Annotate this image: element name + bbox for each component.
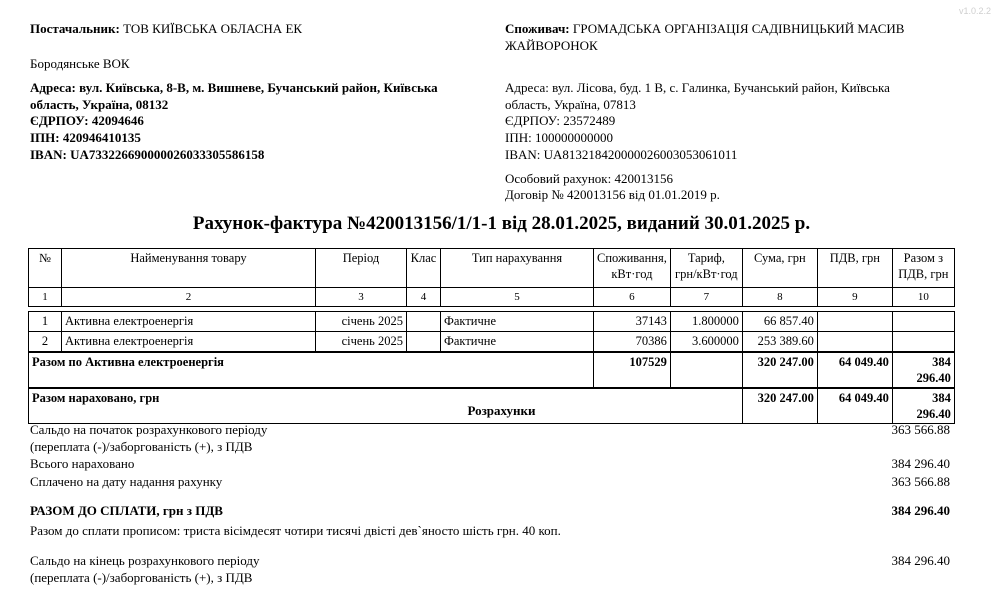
column-number: 6 xyxy=(594,288,671,307)
subtotal-total: 384 296.40 xyxy=(892,352,954,388)
amount-due-in-words: Разом до сплати прописом: триста вісімдесят чотири тисячі двісті дев`яносто шість грн. 40 коп. xyxy=(30,523,561,538)
consumer-address-line-2: область, Україна, 07813 xyxy=(505,97,636,112)
header-no: № xyxy=(29,249,62,288)
row-period: січень 2025 xyxy=(316,312,407,332)
header-period: Період xyxy=(316,249,407,288)
paid-amount xyxy=(30,473,950,490)
closing-balance-label-1: Сальдо на кінець розрахункового періоду xyxy=(30,553,260,568)
column-number: 1 xyxy=(29,288,62,307)
amount-due xyxy=(30,502,950,519)
subtotal-row xyxy=(29,352,955,388)
paid-amount-label: Сплачено на дату надання рахунку xyxy=(30,474,223,489)
supplier-address-line-1: Адреса: вул. Київська, 8-В, м. Вишневе, Бучанський район, Київська xyxy=(30,80,438,95)
header-amount: Сума, грн xyxy=(742,249,817,288)
total-accrued-value: 384 296.40 xyxy=(891,456,950,471)
header-total-line-1: Разом з xyxy=(903,251,944,265)
version-watermark: v1.0.2.2 xyxy=(958,6,991,16)
header-consumption-line-2: кВт·год xyxy=(611,267,653,281)
table-row xyxy=(29,332,955,353)
row-name: Активна електроенергія xyxy=(62,312,316,332)
row-amount: 253 389.60 xyxy=(742,332,817,353)
row-tariff: 1.800000 xyxy=(670,312,742,332)
subtotal-consumption: 107529 xyxy=(594,352,671,388)
column-number: 2 xyxy=(62,288,316,307)
consumer-name-line-2: ЖАЙВОРОНОК xyxy=(505,38,598,53)
grand-total-label: Разом нараховано, грн xyxy=(29,388,743,424)
supplier-address-line-2: область, Україна, 08132 xyxy=(30,97,169,112)
row-class xyxy=(407,332,441,353)
column-number: 10 xyxy=(892,288,954,307)
header-consumption xyxy=(594,249,671,288)
consumer-edrpou: ЄДРПОУ: 23572489 xyxy=(505,113,616,128)
row-type: Фактичне xyxy=(441,332,594,353)
row-no: 1 xyxy=(29,312,62,332)
invoice-table xyxy=(28,248,955,424)
supplier-iban: IBAN: UA733226690000026033305586158 xyxy=(30,147,265,162)
closing-balance-label-2: (переплата (-)/заборгованість (+), з ПДВ xyxy=(30,570,253,585)
header-class: Клас xyxy=(407,249,441,288)
closing-balance-value: 384 296.40 xyxy=(891,553,950,568)
opening-balance-label-1: Сальдо на початок розрахункового періоду xyxy=(30,422,268,437)
grand-total-vat: 64 049.40 xyxy=(817,388,892,424)
opening-balance-value: 363 566.88 xyxy=(891,422,950,437)
settlements-title: Розрахунки xyxy=(467,403,536,418)
total-accrued-label: Всього нараховано xyxy=(30,456,135,471)
table-row xyxy=(29,312,955,332)
row-consumption: 70386 xyxy=(594,332,671,353)
header-tariff xyxy=(670,249,742,288)
column-number: 5 xyxy=(441,288,594,307)
subtotal-label: Разом по Активна електроенергія xyxy=(29,352,594,388)
supplier-branch: Бородянське ВОК xyxy=(30,56,130,71)
supplier-label: Постачальник: xyxy=(30,21,120,36)
closing-balance xyxy=(30,552,950,586)
subtotal-amount: 320 247.00 xyxy=(742,352,817,388)
row-type: Фактичне xyxy=(441,312,594,332)
consumer-ipn: ІПН: 100000000000 xyxy=(505,130,613,145)
paid-amount-value: 363 566.88 xyxy=(891,474,950,489)
table-header-row xyxy=(29,249,955,288)
grand-total-total: 384 296.40 xyxy=(892,388,954,424)
column-number: 3 xyxy=(316,288,407,307)
supplier-name: ТОВ КИЇВСЬКА ОБЛАСНА ЕК xyxy=(123,21,303,36)
row-total xyxy=(892,312,954,332)
subtotal-vat: 64 049.40 xyxy=(817,352,892,388)
invoice-title: Рахунок-фактура №420013156/1/1-1 від 28.01.2025, виданий 30.01.2025 р. xyxy=(192,213,811,234)
header-total xyxy=(892,249,954,288)
grand-total-amount: 320 247.00 xyxy=(742,388,817,424)
header-tariff-line-2: грн/кВт·год xyxy=(675,267,738,281)
header-type: Тип нарахування xyxy=(441,249,594,288)
row-tariff: 3.600000 xyxy=(670,332,742,353)
header-vat: ПДВ, грн xyxy=(817,249,892,288)
consumer-name: ГРОМАДСЬКА ОРГАНІЗАЦІЯ САДІВНИЦЬКИЙ МАСИВ xyxy=(572,21,905,36)
header-consumption-line-1: Споживання, xyxy=(597,251,667,265)
supplier-name-line xyxy=(30,20,302,37)
consumer-iban: IBAN: UA813218420000026003053061011 xyxy=(505,147,738,162)
consumer-label: Споживач: xyxy=(505,21,570,36)
column-number: 8 xyxy=(742,288,817,307)
amount-due-label: РАЗОМ ДО СПЛАТИ, грн з ПДВ xyxy=(30,503,223,518)
header-name: Найменування товару xyxy=(62,249,316,288)
row-name: Активна електроенергія xyxy=(62,332,316,353)
column-number: 4 xyxy=(407,288,441,307)
row-no: 2 xyxy=(29,332,62,353)
opening-balance-label-2: (переплата (-)/заборгованість (+), з ПДВ xyxy=(30,439,253,454)
row-class xyxy=(407,312,441,332)
header-total-line-2: ПДВ, грн xyxy=(898,267,949,281)
row-period: січень 2025 xyxy=(316,332,407,353)
row-vat xyxy=(817,312,892,332)
row-consumption: 37143 xyxy=(594,312,671,332)
row-vat xyxy=(817,332,892,353)
consumer-account: Особовий рахунок: 420013156 xyxy=(505,171,673,186)
supplier-edrpou: ЄДРПОУ: 42094646 xyxy=(30,113,144,128)
header-tariff-line-1: Тариф, xyxy=(687,251,725,265)
row-total xyxy=(892,332,954,353)
consumer-address-line-1: Адреса: вул. Лісова, буд. 1 В, с. Галинка, Бучанський район, Київська xyxy=(505,80,890,95)
subtotal-tariff xyxy=(670,352,742,388)
column-number: 7 xyxy=(670,288,742,307)
supplier-ipn: ІПН: 420946410135 xyxy=(30,130,141,145)
column-number-row xyxy=(29,288,955,307)
opening-balance xyxy=(30,421,950,455)
consumer-name-line xyxy=(505,20,904,37)
row-amount: 66 857.40 xyxy=(742,312,817,332)
amount-due-value: 384 296.40 xyxy=(891,503,950,518)
total-accrued xyxy=(30,455,950,472)
column-number: 9 xyxy=(817,288,892,307)
consumer-contract: Договір № 420013156 від 01.01.2019 р. xyxy=(505,187,720,202)
